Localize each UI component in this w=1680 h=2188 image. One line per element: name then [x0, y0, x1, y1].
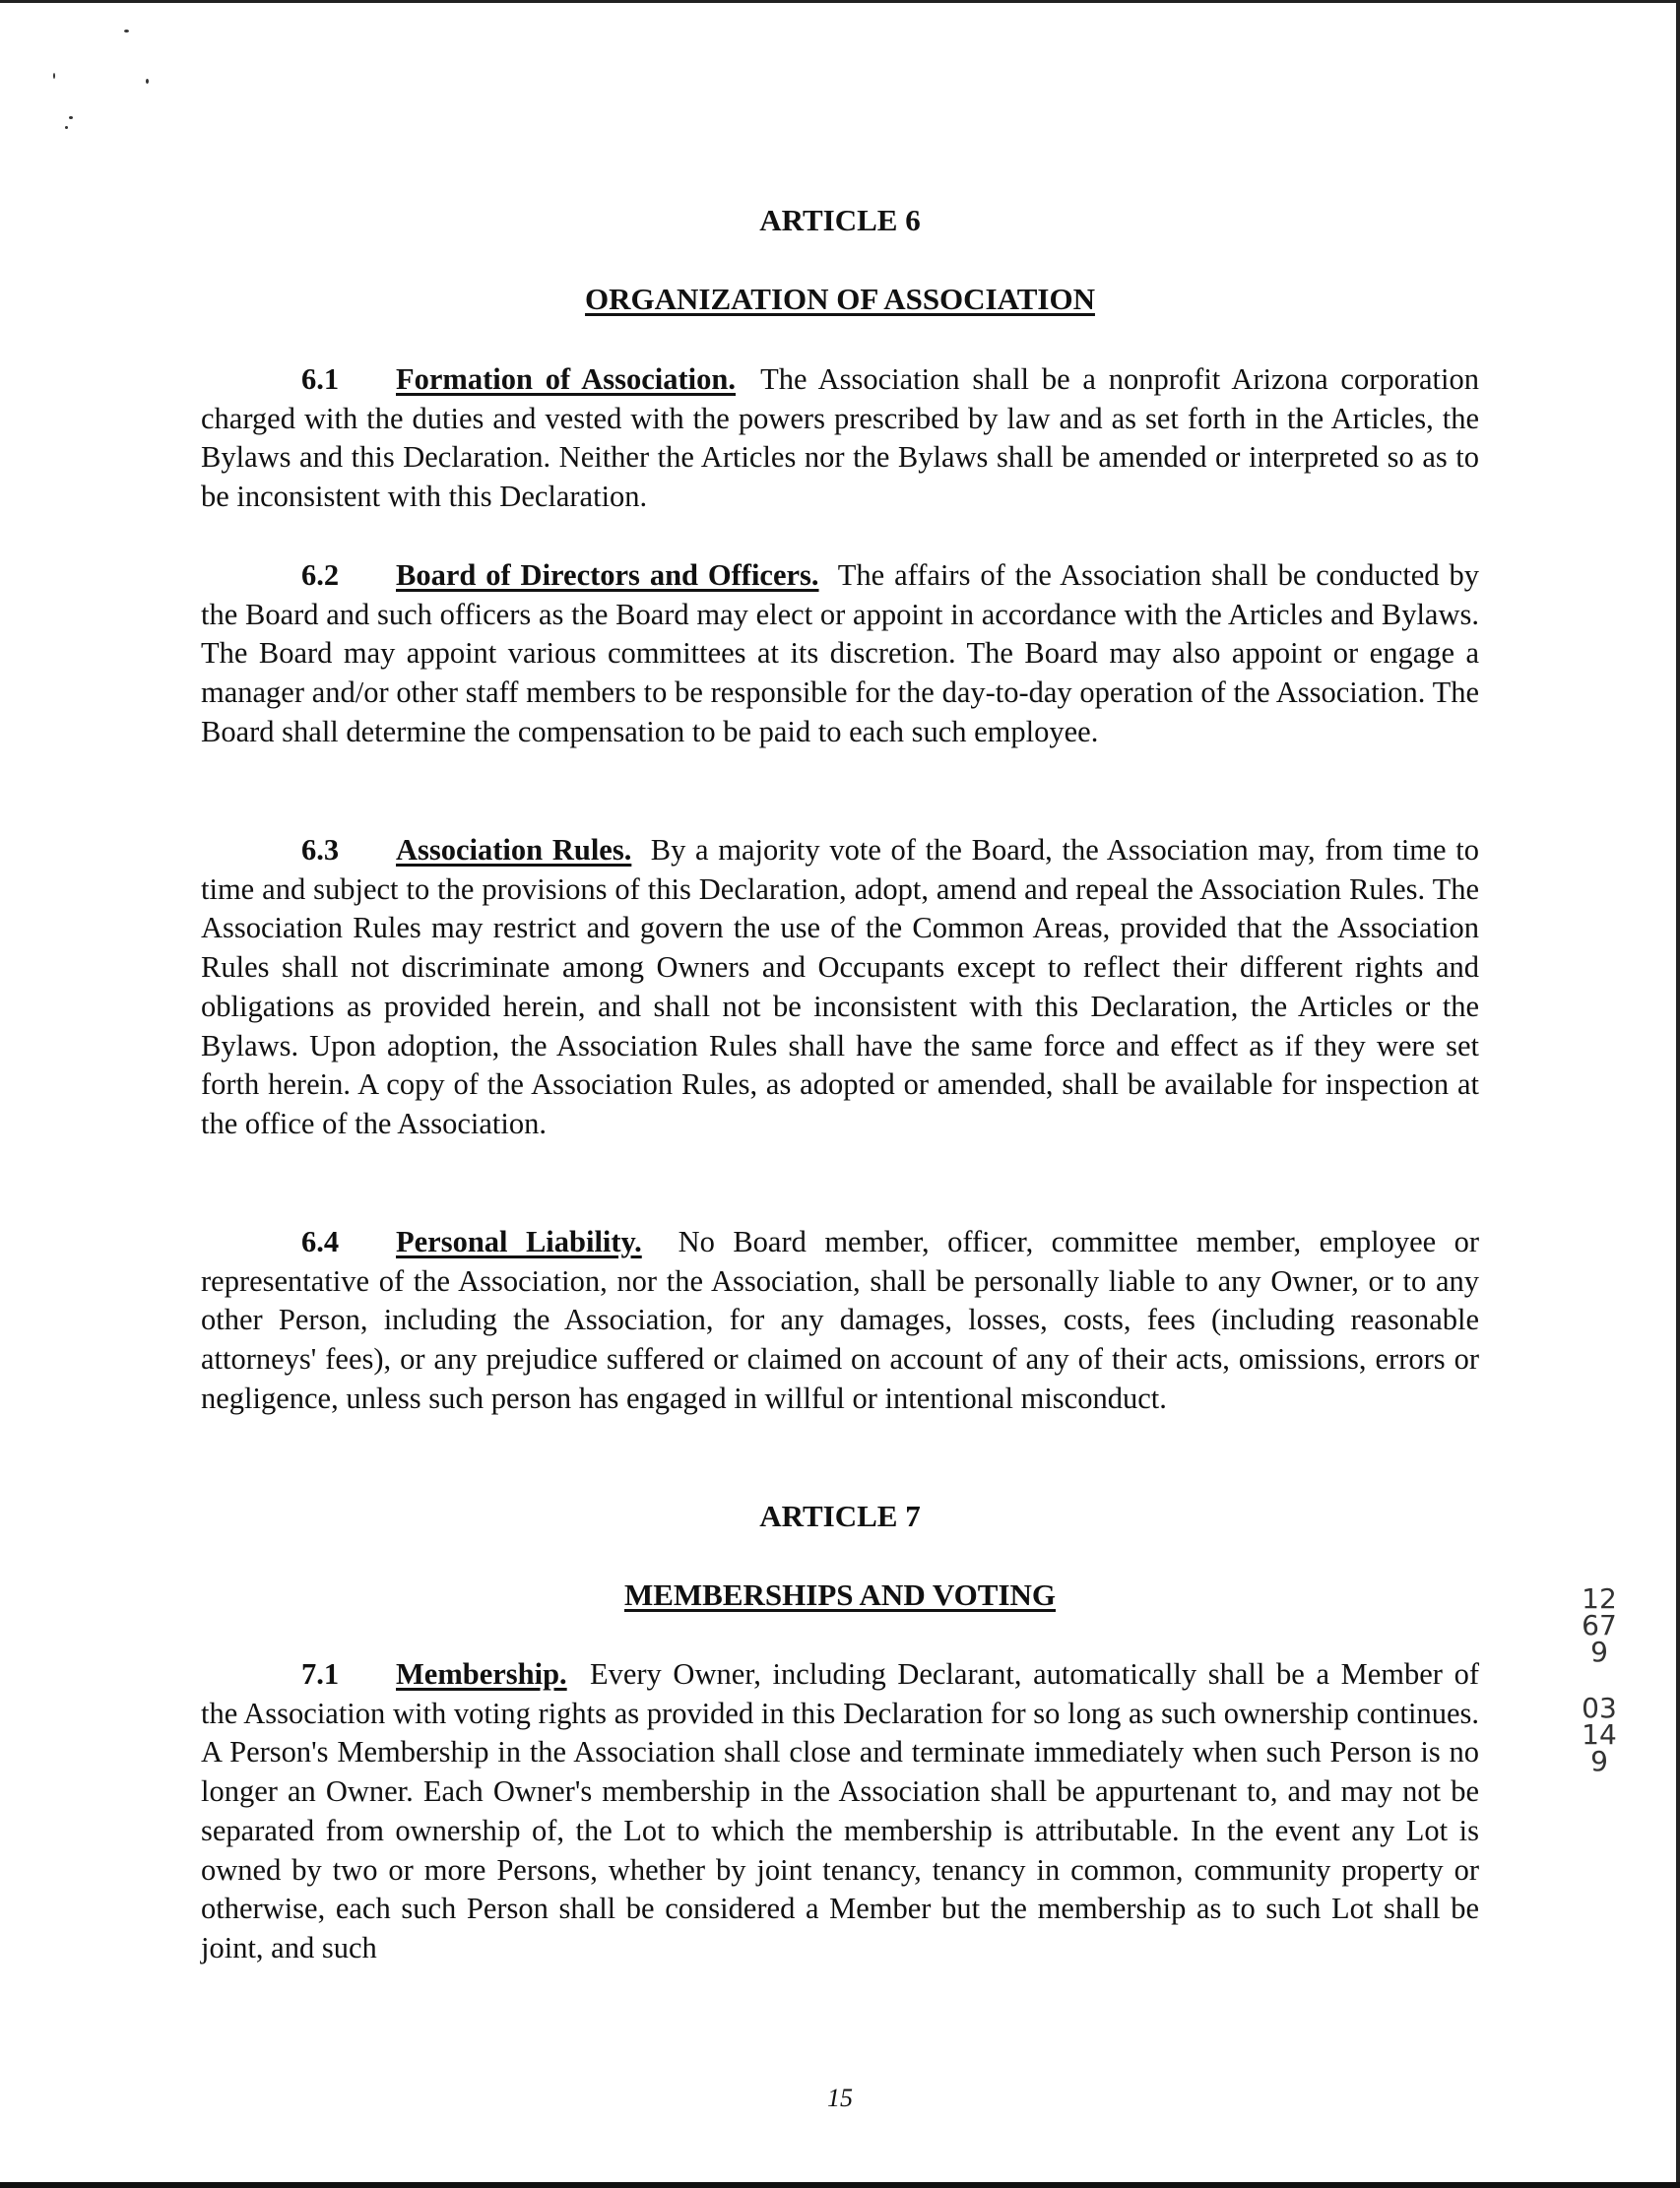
section-6-2 [201, 556, 1479, 752]
scan-edge-bottom [0, 2182, 1680, 2188]
scan-edge-top [0, 0, 1680, 3]
scan-speck [65, 126, 68, 129]
section-title: Board of Directors and Officers. [396, 558, 819, 592]
scan-speck [69, 116, 73, 119]
scan-speck [146, 79, 149, 84]
section-title: Formation of Association. [396, 362, 736, 396]
section-number: 7.1 [301, 1657, 340, 1691]
article-6-heading: ARTICLE 6 [759, 203, 921, 237]
section-title: Personal Liability. [396, 1225, 642, 1258]
section-text: The affairs of the Association shall be conducted by the Board and such officers as the Board may elect or appoint in accordance with the Articles and Bylaws. The Board may appoint various committees at its discretion. The Board may also appoint or engage a manager and/or other staff members to be responsible for the day-to-day operation of the Association. The Board shall determine the compensation to be paid to each such employee. [201, 558, 1479, 748]
article-7-heading: ARTICLE 7 [759, 1499, 921, 1533]
section-title: Association Rules. [396, 833, 632, 867]
article-6-title: ORGANIZATION OF ASSOCIATION [585, 282, 1095, 316]
section-6-3 [201, 831, 1479, 1144]
section-number: 6.4 [301, 1225, 340, 1258]
section-6-1 [201, 360, 1479, 517]
section-title: Membership. [396, 1657, 567, 1691]
page-number: 15 [827, 2084, 853, 2112]
recording-stamp-first: 12679 [1582, 1582, 1617, 1668]
section-6-4 [201, 1223, 1479, 1419]
article-7-title: MEMBERSHIPS AND VOTING [623, 1577, 1057, 1612]
section-number: 6.3 [301, 833, 340, 867]
section-text: By a majority vote of the Board, the Association may, from time to time and subject to the provisions of this Declaration, adopt, amend and repeal the Association Rules. The Association Rules may restrict and govern the use of the Common Areas, provided that the Association Rules shall not discriminate among Owners and Occupants except to reflect their different rights and obligations as provided herein, and shall not be inconsistent with this Declaration, the Articles or the Bylaws. Upon adoption, the Association Rules shall have the same force and effect as if they were set forth herein. A copy of the Association Rules, as adopted or amended, shall be available for inspection at the office of the Association. [201, 833, 1480, 1140]
recording-stamp-second: 03149 [1582, 1692, 1617, 1777]
section-text: The Association shall be a nonprofit Arizona corporation charged with the duties and vested with the powers prescribed by law and as set forth in the Articles, the Bylaws and this Declaration. Neither the Articles nor the Bylaws shall be amended or interpreted so as to be inconsistent with this Declaration. [201, 362, 1480, 514]
scan-speck [124, 30, 129, 32]
section-number: 6.2 [301, 558, 340, 592]
section-7-1 [201, 1655, 1479, 1968]
section-number: 6.1 [301, 362, 340, 396]
scan-edge-right [1676, 0, 1680, 2188]
recording-stamp [1580, 1582, 1619, 1777]
section-text: Every Owner, including Declarant, automatically shall be a Member of the Association with voting rights as provided in this Declaration for so long as such ownership continues. A Person's Membership in the Association shall close and terminate immediately when such Person is no longer an Owner. Each Owner's membership in the Association shall be appurtenant to, and may not be separated from ownership of, the Lot to which the membership is attributable. In the event any Lot is owned by two or more Persons, whether by joint tenancy, tenancy in common, community property or otherwise, each such Person shall be considered a Member but the membership as to such Lot shall be joint, and such [201, 1657, 1480, 1964]
section-text: No Board member, officer, committee member, employee or representative of the Association, nor the Association, shall be personally liable to any Owner, or to any other Person, including the Association, for any damages, losses, costs, fees (including reasonable attorneys' fees), or any prejudice suffered or claimed on account of any of their acts, omissions, errors or negligence, unless such person has engaged in willful or intentional misconduct. [201, 1225, 1479, 1415]
scan-speck [53, 73, 55, 79]
